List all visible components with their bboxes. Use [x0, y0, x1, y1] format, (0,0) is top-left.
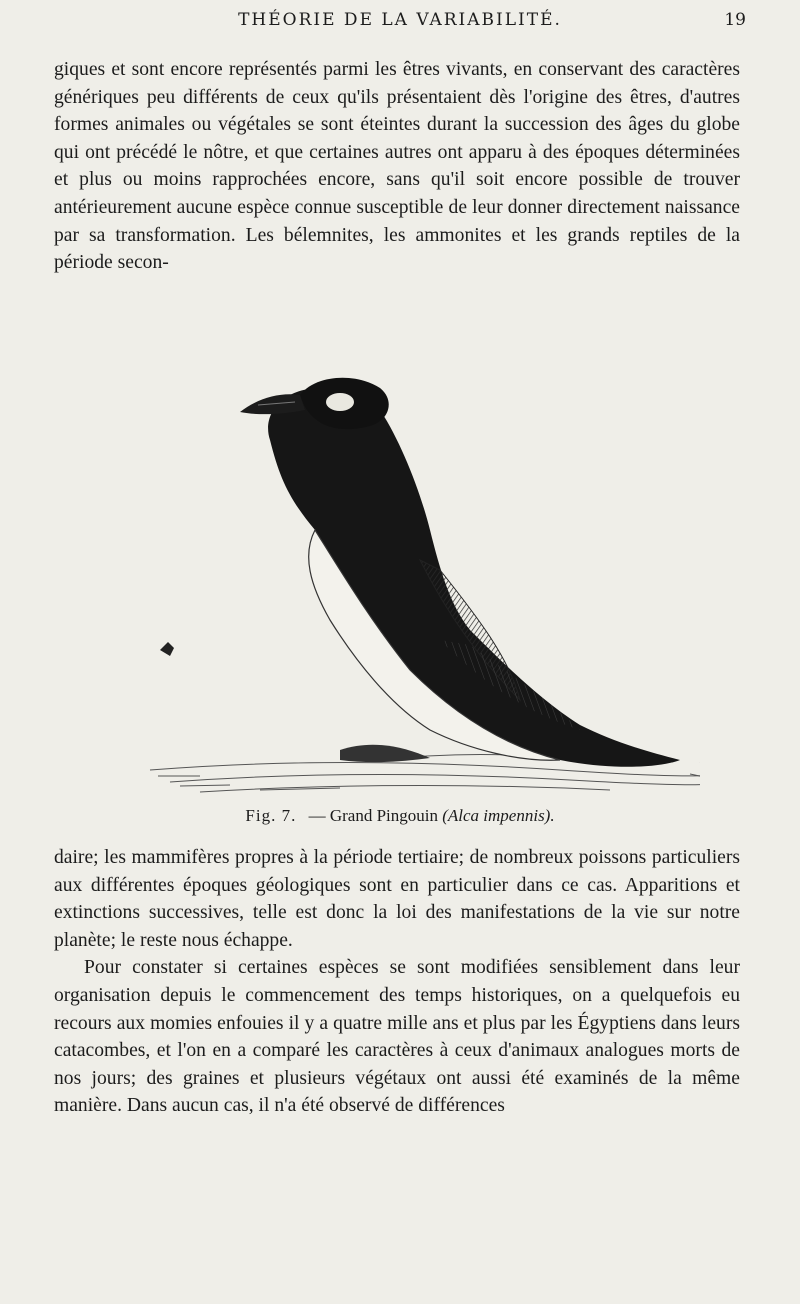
running-header — [0, 10, 800, 36]
caption-name: Grand Pingouin — [329, 806, 438, 825]
paragraph: Pour constater si certaines espèces se sont modifiées sensiblement dans leur organisation depuis le commencement des temps historiques, on a quelquefois eu recours aux momies enfouies il y a quatre mille ans et plus par les Égyptiens dans leurs catacombes, et l'on en a comparé les caractères à ceux d'animaux analogues morts de nos jours; des graines et plusieurs végétaux ont aussi été examinés de la même manière. Dans aucun cas, il n'a été observé de différences — [54, 957, 740, 1117]
caption-latin-name: (Alca impennis). — [442, 806, 555, 825]
page-number: 19 — [724, 10, 746, 30]
body-text-bottom — [54, 844, 740, 1120]
figure-caption — [0, 806, 800, 826]
caption-separator: — — [308, 806, 326, 825]
auk-feet — [340, 745, 430, 762]
paragraph: giques et sont encore représentés parmi les êtres vivants, en conservant des caractères génériques peu différents de ceux qu'ils présentaient dès l'origine des êtres, d'autres formes animales ou végétales se sont éteintes durant la succession des âges du globe qui ont précédé le nôtre, et que certaines autres ont apparu à des époques déterminées et plus ou moins rapprochées encore, sans qu'il soit encore possible de trouver antérieurement aucune espèce connue susceptible de leur donner directement naissance par sa transformation. Les bélemnites, les ammonites et les grands reptiles de la période secon- — [54, 59, 740, 274]
auk-eye-patch — [326, 393, 354, 411]
small-bird-silhouette — [160, 642, 174, 656]
paragraph: daire; les mammifères propres à la période tertiaire; de nombreux poissons particuliers aux différentes époques géologiques sont en particulier dans ce cas. Apparitions et extinctions successives, telle est donc la loi des manifestations de la vie sur notre planète; le reste nous échappe. — [54, 847, 740, 951]
running-title: THÉORIE DE LA VARIABILITÉ. — [238, 10, 562, 30]
figure-great-auk — [140, 330, 700, 800]
body-text-top — [54, 56, 740, 277]
great-auk-illustration — [140, 330, 700, 800]
figure-label: Fig. 7. — [245, 806, 297, 825]
